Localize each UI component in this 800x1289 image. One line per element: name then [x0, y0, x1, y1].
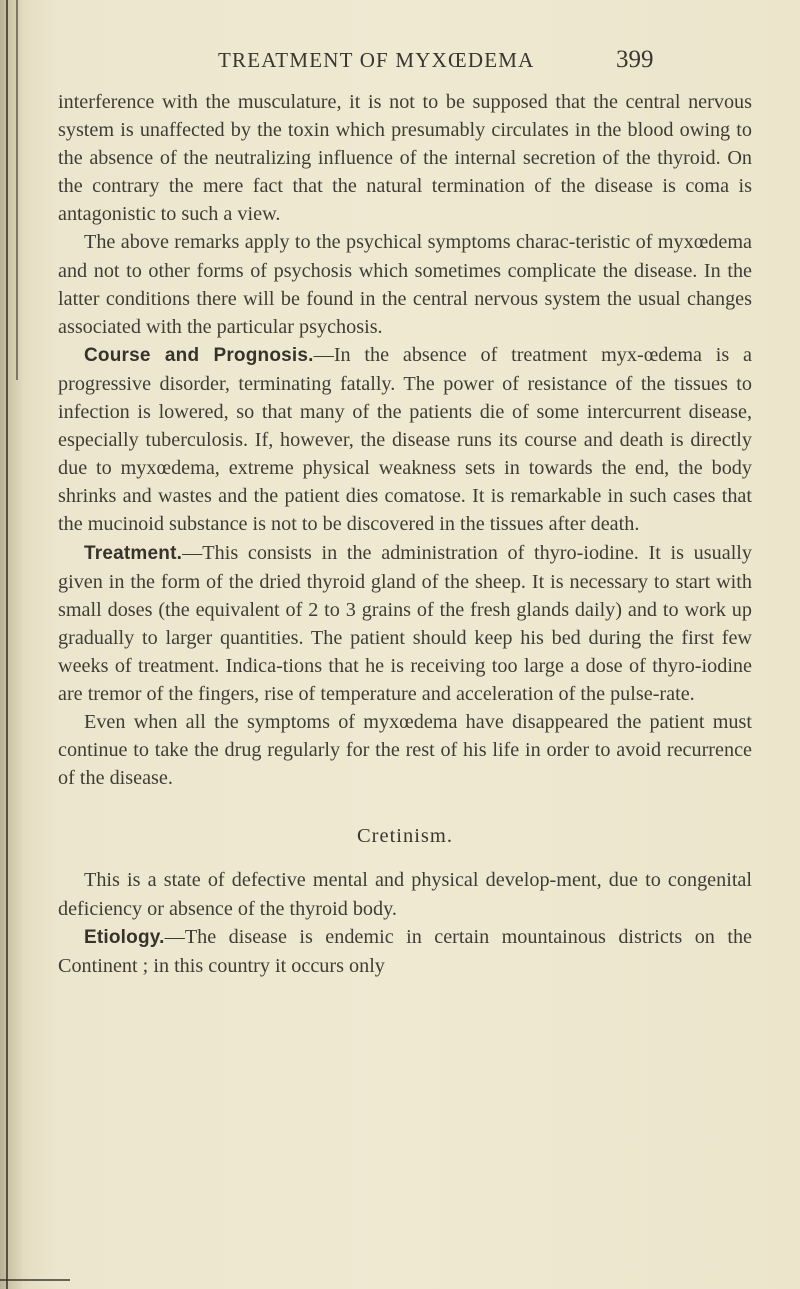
paragraph — [58, 923, 752, 980]
footer-rule — [0, 1279, 70, 1281]
paragraph: The above remarks apply to the psychical symptoms charac-teristic of myxœdema and not to other forms of psychosis which sometimes complicate the disease. In the latter conditions there will be found in the central nervous system the usual changes associated with the particular psychosis. — [58, 231, 752, 338]
paragraph-text: —This consists in the administration of thyro-iodine. It is usually given in the form of the dried thyroid gland of the sheep. It is necessary to start with small doses (the equivalent of 2 to 3 grains of the fresh glands daily) and to work up gradually to larger quantities. The patient should keep his bed during the first few weeks of treatment. Indica-tions that he is receiving too large a dose of thyro-iodine are tremor of the fingers, rise of temperature and acceleration of the pulse-rate. — [58, 541, 752, 705]
paragraph: interference with the musculature, it is not to be supposed that the central nervous system is unaffected by the toxin which presumably circulates in the blood owing to the absence of the neutralizing influence of the internal secretion of the thyroid. On the contrary the mere fact that the natural termination of the disease is coma is antagonistic to such a view. — [58, 91, 752, 226]
paragraph-text: —The disease is endemic in certain mountainous districts on the Continent ; in this country it occurs only — [58, 925, 752, 977]
paragraph — [58, 341, 752, 539]
page-number: 399 — [616, 46, 654, 73]
running-head — [0, 48, 800, 82]
running-title: TREATMENT OF MYXŒDEMA — [218, 48, 535, 72]
section-title: Cretinism. — [357, 825, 453, 848]
binding-shadow-line — [6, 0, 8, 1289]
paragraph: Even when all the symptoms of myxœdema have disappeared the patient must continue to take the drug regularly for the rest of his life in order to avoid recurrence of the disease. — [58, 711, 752, 790]
sidehead-course-and-prognosis: Course and Prognosis. — [84, 344, 314, 366]
body-text — [58, 88, 752, 980]
sidehead-treatment: Treatment. — [84, 542, 183, 564]
sidehead-etiology: Etiology. — [84, 926, 165, 948]
paragraph — [58, 539, 752, 709]
paragraph-text: —In the absence of treatment myx-œdema is a progressive disorder, terminating fatally. The power of resistance of the tissues to infection is lowered, so that many of the patients die of some intercurrent disease, especially tuberculosis. If, however, the disease runs its course and death is directly due to myxœdema, extreme physical weakness sets in towards the end, the body shrinks and wastes and the patient dies comatose. It is remarkable in such cases that the mucinoid substance is not to be discovered in the tissues after death. — [58, 343, 752, 536]
paragraph: This is a state of defective mental and physical develop-ment, due to congenital deficiency or absence of the thyroid body. — [58, 869, 752, 920]
page-binding-edge — [0, 0, 22, 1289]
